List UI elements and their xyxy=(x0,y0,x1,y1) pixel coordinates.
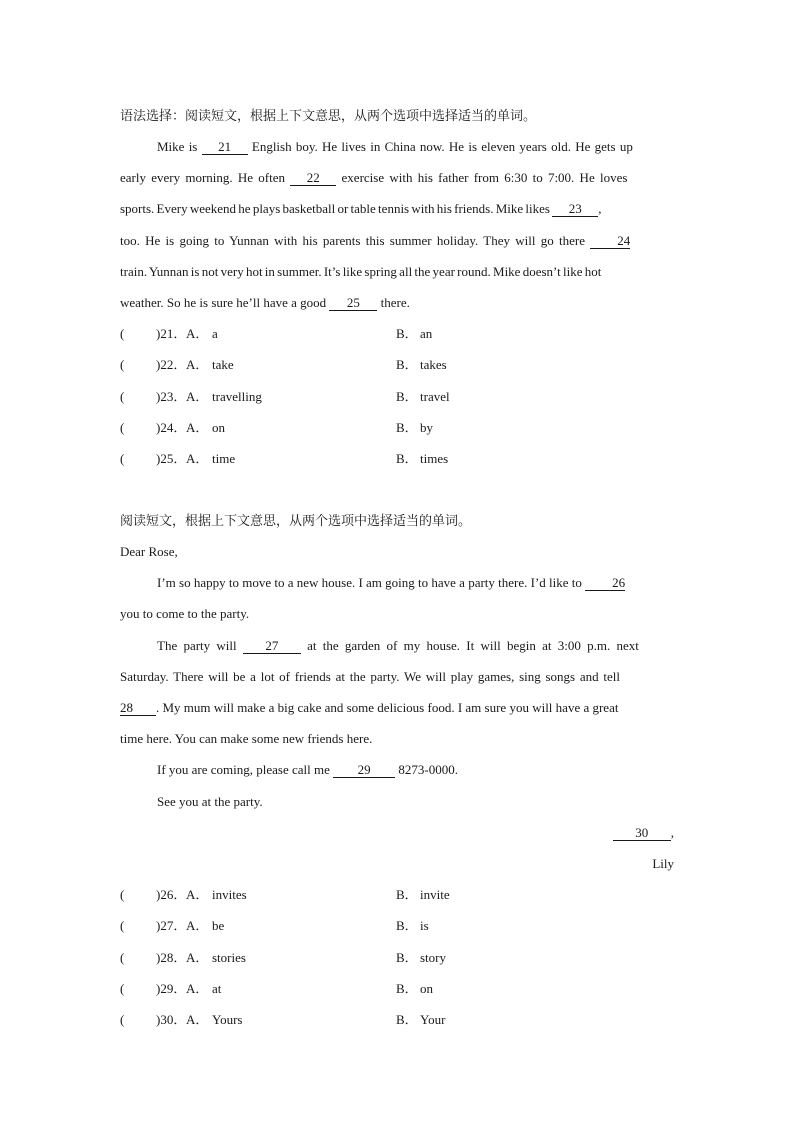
answer-paren: ( xyxy=(120,887,125,903)
option-a-label: A． xyxy=(186,419,209,435)
blank-27: 27 xyxy=(243,639,301,654)
option-a[interactable]: be xyxy=(212,918,225,934)
question-number: )21． xyxy=(156,326,187,342)
option-a[interactable]: a xyxy=(212,326,218,342)
answer-paren: ( xyxy=(120,326,125,342)
question-number: )28． xyxy=(156,949,187,965)
option-a[interactable]: stories xyxy=(212,949,246,965)
option-b-label: B． xyxy=(396,388,418,404)
text: If you are coming, please call me xyxy=(157,762,334,778)
text: sports. Every weekend he plays basketball or table tennis with his friends. Mike likes xyxy=(120,201,553,217)
letter-line xyxy=(120,630,674,661)
text: early every morning. He often xyxy=(120,170,291,186)
blank-25: 25 xyxy=(329,296,377,311)
question-number: )25． xyxy=(156,450,187,466)
option-b-label: B． xyxy=(396,450,418,466)
option-a[interactable]: invites xyxy=(212,887,247,903)
passage-line xyxy=(120,193,674,224)
question-row xyxy=(120,973,674,1004)
option-a-label: A． xyxy=(186,918,209,934)
option-b[interactable]: an xyxy=(420,326,433,342)
letter-signature: Lily xyxy=(652,855,674,871)
letter-line xyxy=(120,692,674,723)
text: there. xyxy=(377,294,410,310)
text: too. He is going to Yunnan with his parents this summer holiday. They will go there xyxy=(120,232,591,248)
letter-line: you to come to the party. xyxy=(120,606,250,622)
option-b[interactable]: invite xyxy=(420,887,450,903)
option-a[interactable]: at xyxy=(212,980,222,996)
blank-22: 22 xyxy=(290,171,336,186)
passage-line xyxy=(120,287,674,318)
worksheet xyxy=(120,100,674,1035)
option-b-label: B． xyxy=(396,887,418,903)
question-number: )26． xyxy=(156,887,187,903)
letter-body xyxy=(120,567,674,879)
question-number: )23． xyxy=(156,388,187,404)
answer-paren: ( xyxy=(120,1011,125,1027)
text: , xyxy=(598,201,602,217)
text: at the garden of my house. It will begin at 3:00 p.m. next xyxy=(300,637,639,653)
text: Mike is xyxy=(157,139,202,154)
question-row xyxy=(120,349,674,380)
option-b[interactable]: Your xyxy=(420,1011,446,1027)
section2-instruction: 阅读短文，根据上下文意思，从两个选项中选择适当的单词。 xyxy=(120,513,472,529)
option-b[interactable]: takes xyxy=(420,357,447,373)
text: The party will xyxy=(157,637,243,653)
answer-paren: ( xyxy=(120,419,125,435)
letter-line xyxy=(120,754,674,785)
question-row xyxy=(120,412,674,443)
option-a[interactable]: on xyxy=(212,419,225,435)
letter-line: See you at the party. xyxy=(157,793,263,809)
text: exercise with his father from 6:30 to 7:00. He loves xyxy=(336,170,628,186)
passage-line xyxy=(120,162,674,193)
question-row xyxy=(120,879,674,910)
blank-30: 30 xyxy=(613,826,671,841)
question-row xyxy=(120,1004,674,1035)
letter-line: time here. You can make some new friends here. xyxy=(120,731,373,747)
letter-line xyxy=(120,567,674,598)
option-b[interactable]: story xyxy=(420,949,446,965)
option-a-label: A． xyxy=(186,326,209,342)
option-a-label: A． xyxy=(186,450,209,466)
option-a[interactable]: time xyxy=(212,450,236,466)
answer-paren: ( xyxy=(120,450,125,466)
text: 8273-0000. xyxy=(395,762,458,778)
answer-paren: ( xyxy=(120,388,125,404)
question-number: )29． xyxy=(156,980,187,996)
option-b-label: B． xyxy=(396,419,418,435)
option-a[interactable]: Yours xyxy=(212,1011,243,1027)
answer-paren: ( xyxy=(120,357,125,373)
letter-salutation: Dear Rose, xyxy=(120,544,178,560)
blank-24: 24 xyxy=(590,234,630,249)
section1-instruction: 语法选择：阅读短文，根据上下文意思，从两个选项中选择适当的单词。 xyxy=(120,108,537,123)
question-row xyxy=(120,942,674,973)
blank-23: 23 xyxy=(552,202,598,217)
text: English boy. He lives in China now. He is eleven years old. He gets up xyxy=(247,139,633,154)
option-b[interactable]: on xyxy=(420,980,433,996)
option-b-label: B． xyxy=(396,980,418,996)
option-b-label: B． xyxy=(396,949,418,965)
question-number: )22． xyxy=(156,357,187,373)
option-a-label: A． xyxy=(186,887,209,903)
answer-paren: ( xyxy=(120,918,125,934)
question-number: )30． xyxy=(156,1011,187,1027)
blank-26: 26 xyxy=(585,576,625,591)
passage-line: train. Yunnan is not very hot in summer. It’s like spring all the year round. Mike doesn’t like hot xyxy=(120,263,602,279)
text: weather. So he is sure he’ll have a good xyxy=(120,294,330,310)
option-b[interactable]: is xyxy=(420,918,429,934)
option-b[interactable]: times xyxy=(420,450,449,466)
option-b[interactable]: travel xyxy=(420,388,450,404)
question-row xyxy=(120,443,674,474)
section1-passage xyxy=(120,131,674,318)
question-number: )24． xyxy=(156,419,187,435)
option-b-label: B． xyxy=(396,326,418,342)
option-b-label: B． xyxy=(396,1011,418,1027)
question-row xyxy=(120,910,674,941)
option-a-label: A． xyxy=(186,388,209,404)
option-a-label: A． xyxy=(186,949,209,965)
question-row xyxy=(120,381,674,412)
question-row xyxy=(120,318,674,349)
blank-28: 28 xyxy=(120,701,156,716)
answer-paren: ( xyxy=(120,980,125,996)
letter-closing xyxy=(120,817,674,848)
answer-paren: ( xyxy=(120,949,125,965)
option-a[interactable]: travelling xyxy=(212,388,262,404)
option-b-label: B． xyxy=(396,918,418,934)
option-a-label: A． xyxy=(186,980,209,996)
option-b[interactable]: by xyxy=(420,419,433,435)
option-b-label: B． xyxy=(396,357,418,373)
section1-questions xyxy=(120,318,674,474)
section2-questions xyxy=(120,879,674,1035)
blank-21: 21 xyxy=(202,140,248,155)
option-a-label: A． xyxy=(186,1011,209,1027)
text: I’m so happy to move to a new house. I am going to have a party there. I’d like to xyxy=(157,575,586,591)
option-a-label: A． xyxy=(186,357,209,373)
question-number: )27． xyxy=(156,918,187,934)
blank-29: 29 xyxy=(333,763,395,778)
passage-line xyxy=(120,131,674,162)
text: , xyxy=(670,824,674,840)
passage-line xyxy=(120,225,674,256)
option-a[interactable]: take xyxy=(212,357,234,373)
letter-line: Saturday. There will be a lot of friends at the party. We will play games, sing songs and tell xyxy=(120,668,620,684)
text: . My mum will make a big cake and some delicious food. I am sure you will have a great xyxy=(156,700,619,715)
